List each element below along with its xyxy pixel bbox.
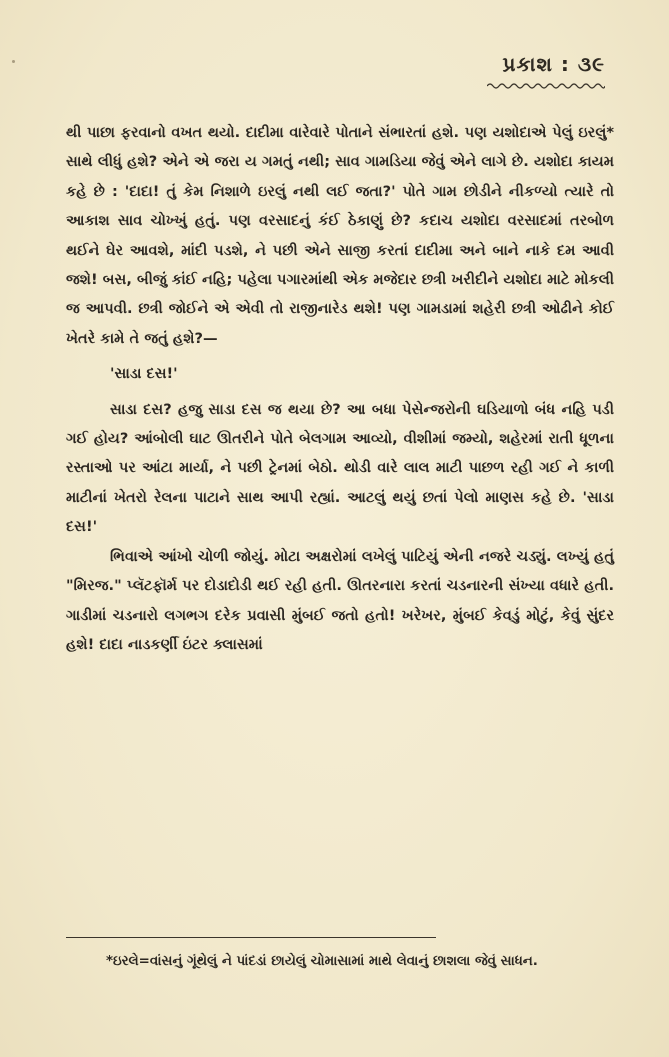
wavy-underline-ornament bbox=[487, 82, 605, 90]
body-text bbox=[66, 118, 614, 659]
paragraph-2: 'સાડા દસ!' bbox=[110, 365, 178, 383]
paragraph-4: ભિવાએ આંખો ચોળી જોયું. મોટા અક્ષરોમાં લખેલું પાટિયું એની નજરે ચડ્યું. લખ્યું હતું "મિરજ." પ્લૅટફૉર્મ પર દોડાદોડી થઈ રહી હતી. ઊતરનારા કરતાં ચડનારની સંખ્યા વધારે હતી. ગાડીમાં ચડનારો લગભગ દરેક પ્રવાસી મુંબઈ જતો હતો! ખરેખર, મુંબઈ કેવડું મોટું, કેવું સુંદર હશે! દાદા નાડકર્ણી ઇંટર ક્લાસમાં bbox=[66, 547, 614, 653]
footnote: *ઇરલે=વાંસનું ગૂંથેલું ને પાંદડાં છાયેલું ચોમાસામાં માથે લેવાનું છાશલા જેવું સાધન. bbox=[106, 954, 538, 969]
paragraph-1: થી પાછા ફરવાનો વખત થયો. દાદીમા વારેવારે પોતાને સંભારતાં હશે. પણ યશોદાએ પેલું ઇરલું* સાથે લીધું હશે? એને એ જરા ય ગમતું નથી; સાવ ગામડિયા જેવું એને લાગે છે. યશોદા કાયમ કહે છે : 'દાદા! તું કેમ નિશાળે ઇરલું નથી લઈ જતા?' પોતે ગામ છોડીને નીકળ્યો ત્યારે તો આકાશ સાવ ચોખ્ખું હતું. પણ વરસાદનું કંઈ ઠેકાણું છે? કદાચ યશોદા વરસાદમાં તરબોળ થઈને ઘેર આવશે, માંદી પડશે, ને પછી એને સાજી કરતાં દાદીમા અને બાને નાકે દમ આવી જશે! બસ, બીજું કાંઈ નહિ; પહેલા પગારમાંથી એક મજેદાર છત્રી ખરીદીને યશોદા માટે મોકલી જ આપવી. છત્રી જોઈને એ એવી તો રાજીનારેડ થશે! પણ ગામડામાં શહેરી છત્રી ઓઢીને કોઈ ખેતરે કામે તે જતું હશે?— bbox=[66, 124, 614, 347]
paper-speck bbox=[12, 60, 15, 63]
running-header: પ્રકાશ : ૩૯ bbox=[502, 52, 605, 76]
page-header bbox=[487, 50, 605, 90]
paragraph-3: સાડા દસ? હજુ સાડા દસ જ થયા છે? આ બધા પેસેન્જરોની ઘડિયાળો બંધ નહિ પડી ગઈ હોય? આંબોલી ઘાટ ઊતરીને પોતે બેલગામ આવ્યો, વીશીમાં જમ્યો, શહેરમાં રાતી ધૂળના રસ્તાઓ પર આંટા માર્યા, ને પછી ટ્રેનમાં બેઠો. થોડી વારે લાલ માટી પાછળ રહી ગઈ ને કાળી માટીનાં ખેતરો રેલના પાટાને સાથ આપી રહ્યાં. આટલું થયું છતાં પેલો માણસ કહે છે. 'સાડા દસ!' bbox=[66, 400, 614, 536]
footnote-divider bbox=[66, 937, 436, 938]
